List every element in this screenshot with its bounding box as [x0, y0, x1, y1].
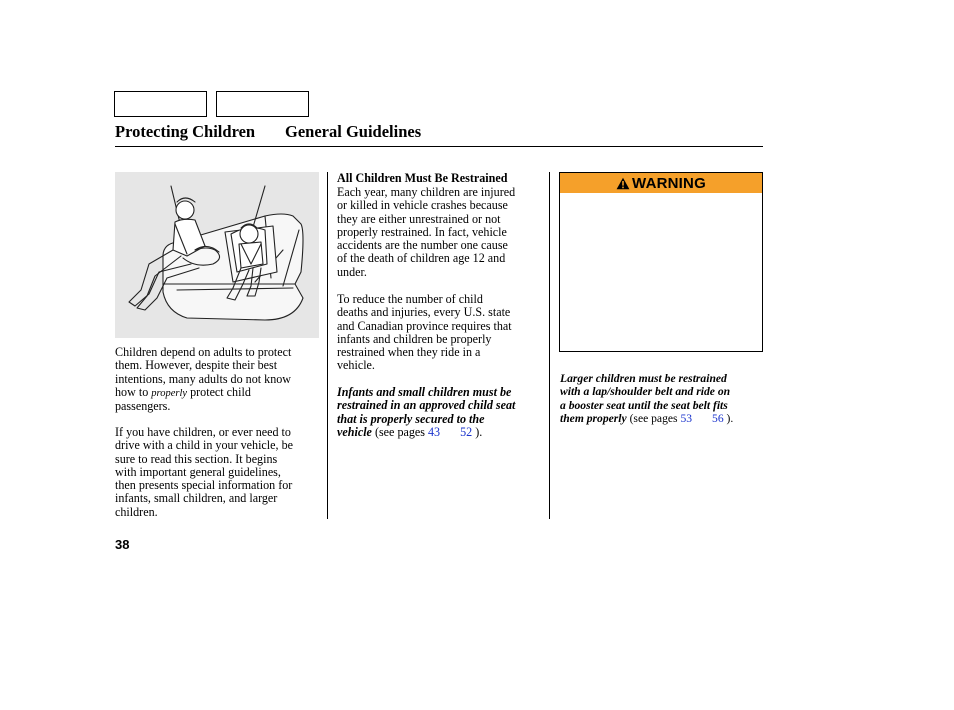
law-paragraph — [337, 293, 512, 373]
text-line: Children depend on adults to protect — [115, 345, 292, 359]
subsection-heading: All Children Must Be Restrained — [337, 171, 508, 185]
page-link-53[interactable]: 53 — [680, 411, 693, 425]
text-line: drive with a child in your vehicle, be — [115, 438, 293, 453]
text-line: children. — [115, 504, 158, 519]
text-line: accidents are the number one cause — [337, 238, 508, 253]
text-run: ). — [723, 411, 734, 425]
text-line: Infants and small children must be — [337, 385, 512, 399]
text-line: them. However, despite their best — [115, 358, 278, 373]
text-line: a booster seat until the seat belt fits — [560, 398, 728, 412]
text-line — [115, 386, 291, 400]
text-line: they are either unrestrained or not — [337, 211, 501, 226]
warning-label: WARNING — [632, 174, 706, 192]
text-run: (see pages — [371, 424, 428, 439]
emphasis-text: properly — [151, 387, 188, 399]
topic-title: General Guidelines — [285, 122, 422, 141]
column-divider — [327, 172, 328, 519]
text-line: that is properly secured to the — [337, 411, 485, 426]
text-line: sure to read this section. It begins — [115, 451, 278, 466]
text-run: ). — [472, 424, 483, 439]
page-link-52[interactable]: 52 — [460, 424, 473, 439]
intro-paragraph — [115, 346, 291, 413]
text-line: restrained in an approved child seat — [337, 398, 516, 413]
text-run: protect child — [187, 384, 251, 399]
booster-seat-paragraph — [560, 372, 733, 425]
text-line: vehicle. — [337, 358, 375, 373]
section-overview-paragraph — [115, 426, 293, 519]
text-line: infants, small children, and larger — [115, 491, 278, 506]
warning-banner — [560, 173, 762, 193]
nav-box-next[interactable] — [216, 91, 309, 117]
text-line: If you have children, or ever need to — [115, 425, 291, 439]
page-header — [115, 121, 763, 147]
text-line: of the death of children age 12 and — [337, 251, 506, 266]
text-line: To reduce the number of child — [337, 292, 483, 306]
page-link-43[interactable]: 43 — [428, 424, 441, 439]
text-line: then presents special information for — [115, 478, 293, 493]
text-line: with a lap/shoulder belt and ride on — [560, 385, 731, 399]
text-line: and Canadian province requires that — [337, 318, 512, 333]
warning-triangle-icon — [616, 177, 630, 190]
section-title: Protecting Children — [115, 122, 256, 141]
text-line: Larger children must be restrained — [560, 372, 727, 385]
text-line: under. — [337, 264, 367, 279]
page-link-56[interactable]: 56 — [712, 411, 724, 425]
text-run: vehicle — [337, 424, 372, 439]
statistics-paragraph — [337, 186, 515, 279]
text-line: with important general guidelines, — [115, 464, 281, 479]
text-run: them properly — [560, 411, 627, 425]
text-line: properly restrained. In fact, vehicle — [337, 224, 507, 239]
text-run: (see pages — [626, 411, 681, 425]
text-line: passengers. — [115, 399, 171, 414]
column-divider — [549, 172, 550, 519]
text-line: infants and children be properly — [337, 331, 492, 346]
text-line — [337, 426, 515, 439]
warning-box — [559, 172, 763, 352]
nav-box-previous[interactable] — [114, 91, 207, 117]
child-seat-requirement-paragraph — [337, 386, 515, 439]
text-line: deaths and injuries, every U.S. state — [337, 305, 511, 320]
text-run: how to — [115, 384, 152, 399]
text-line: Each year, many children are injured — [337, 185, 516, 199]
page-number: 38 — [115, 537, 130, 552]
text-line: intentions, many adults do not know — [115, 371, 292, 386]
text-line — [560, 412, 733, 425]
text-line: restrained when they ride in a — [337, 345, 481, 360]
adult-and-child-in-car-seat-illustration — [115, 172, 319, 338]
text-line: or killed in vehicle crashes because — [337, 198, 508, 213]
